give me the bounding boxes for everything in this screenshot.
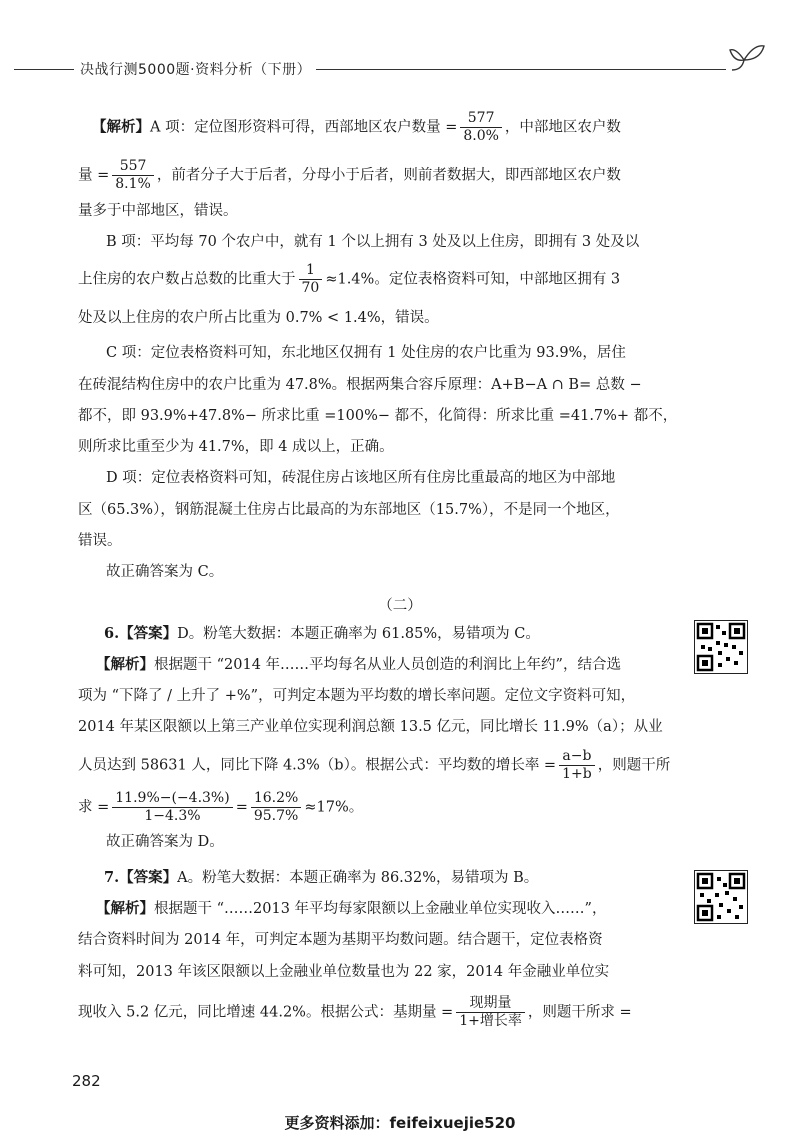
running-header-title: 决战行测5000题·资料分析（下册） <box>80 62 312 78</box>
para-c-line-2: 在砖混结构住房中的农户比重为 47.8%。根据两集合容斥原理：A+B−A ∩ B= 总数 − <box>78 377 642 393</box>
para-c-line-4: 则所求比重至少为 41.7%，即 4 成以上，正确。 <box>78 439 394 455</box>
para-c-line-3: 都不，即 93.9%+47.8%− 所求比重 =100%− 都不，化简得：所求比重 =41.7%+ 都不， <box>78 408 678 424</box>
page-number: 282 <box>72 1072 101 1090</box>
para-d-line-2: 区（65.3%），钢筋混凝土住房占比最高的为东部地区（15.7%），不是同一个地区， <box>78 502 620 518</box>
section-heading: （二） <box>378 598 422 614</box>
q7-analysis-line-1: 【解析】根据题干 “……2013 年平均每家限额以上金融业单位实现收入……”， <box>96 900 607 917</box>
para-b-line-2: 上住房的农户数占总数的比重大于 $\frac{1}{70}$ ≈1.4%。定位表格资料可知，中部地区拥有 3 <box>78 262 621 296</box>
para-a-line-3: 量多于中部地区，错误。 <box>78 203 238 219</box>
q6-analysis-line-4: 人员达到 58631 人，同比下降 4.3%（b）。根据公式：平均数的增长率 = $\frac{a-b}{1+b}$ ，则题干所 <box>78 748 671 782</box>
para-c-line-1: C 项：定位表格资料可知，东北地区仅拥有 1 处住房的农户比重为 93.9%，居住 <box>106 345 626 361</box>
qr-code-icon <box>694 620 748 674</box>
fraction-one-seventieth: $\frac{1}{70}$ <box>299 262 323 297</box>
q7-analysis-line-2: 结合资料时间为 2014 年，可判定本题为基期平均数问题。结合题干，定位表格资 <box>78 932 603 948</box>
para-a-line-2: 量 = $\frac{557}{8.1\%}$ ，前者分子大于后者，分母小于后者，则前者数据大，即西部地区农户数 <box>78 158 621 192</box>
q6-analysis-line-5: 求 = $\frac{11.9\%-(-4.3\%)}{1-4.3\%}$ = $\frac{16.2\%}{95.7\%}$ ≈17%。 <box>78 790 364 824</box>
header-rule-left <box>14 69 74 70</box>
q7-answer-line: 7.【答案】A。粉笔大数据：本题正确率为 86.32%，易错项为 B。 <box>104 869 539 886</box>
para-d-line-3: 错误。 <box>78 533 122 549</box>
q6-conclusion: 故正确答案为 D。 <box>106 834 224 850</box>
fraction-west: $\frac{577}{8.0\%}$ <box>460 110 502 145</box>
para-d-line-1: D 项：定位表格资料可知，砖混住房占该地区所有住房比重最高的地区为中部地 <box>106 470 616 486</box>
fraction-central: $\frac{557}{8.1\%}$ <box>112 158 154 193</box>
q6-analysis-line-1: 【解析】根据题干 “2014 年……平均每名从业人员创造的利润比上年约”，结合选 <box>96 656 621 673</box>
q7-analysis-line-3: 料可知，2013 年该区限额以上金融业单位数量也为 22 家，2014 年金融业单位实 <box>78 964 610 980</box>
fraction-growth-result: $\frac{16.2\%}{95.7\%}$ <box>251 790 301 825</box>
para-a-line-1: 【解析】A 项：定位图形资料可得，西部地区农户数量 = $\frac{577}{8.0\%}$ ，中部地区农户数 <box>92 110 621 144</box>
leaf-icon <box>728 40 768 74</box>
q6-answer-line: 6.【答案】D。粉笔大数据：本题正确率为 61.85%，易错项为 C。 <box>104 625 540 642</box>
fraction-base-formula: $\frac{\text{现期量}}{\text{1+增长率}}$ <box>456 995 525 1030</box>
q6-analysis-line-3: 2014 年某区限额以上第三产业单位实现利润总额 13.5 亿元，同比增长 11.9%（a）；从业 <box>78 719 663 735</box>
para-b-line-3: 处及以上住房的农户所占比重为 0.7% < 1.4%，错误。 <box>78 310 439 326</box>
q7-analysis-line-4: 现收入 5.2 亿元，同比增速 44.2%。根据公式：基期量 = $\frac{\text{现期量}}{\text{1+增长率}}$ ，则题干所求 = <box>78 995 632 1029</box>
header-rule-right <box>316 69 726 70</box>
fraction-growth-formula: $\frac{a-b}{1+b}$ <box>559 748 595 783</box>
analysis-tag: 【解析】 <box>92 118 150 136</box>
fraction-growth-calc: $\frac{11.9\%-(-4.3\%)}{1-4.3\%}$ <box>112 790 232 825</box>
para-b-line-1: B 项：平均每 70 个农户中，就有 1 个以上拥有 3 处及以上住房，即拥有 3 处及以 <box>106 234 640 250</box>
q6-analysis-line-2: 项为 “下降了 / 上升了 +%”，可判定本题为平均数的增长率问题。定位文字资料可知， <box>78 688 636 704</box>
footer-watermark: 更多资料添加：feifeixuejie520 <box>284 1114 516 1132</box>
answer-c-conclusion: 故正确答案为 C。 <box>106 564 224 580</box>
qr-code-icon <box>694 870 748 924</box>
